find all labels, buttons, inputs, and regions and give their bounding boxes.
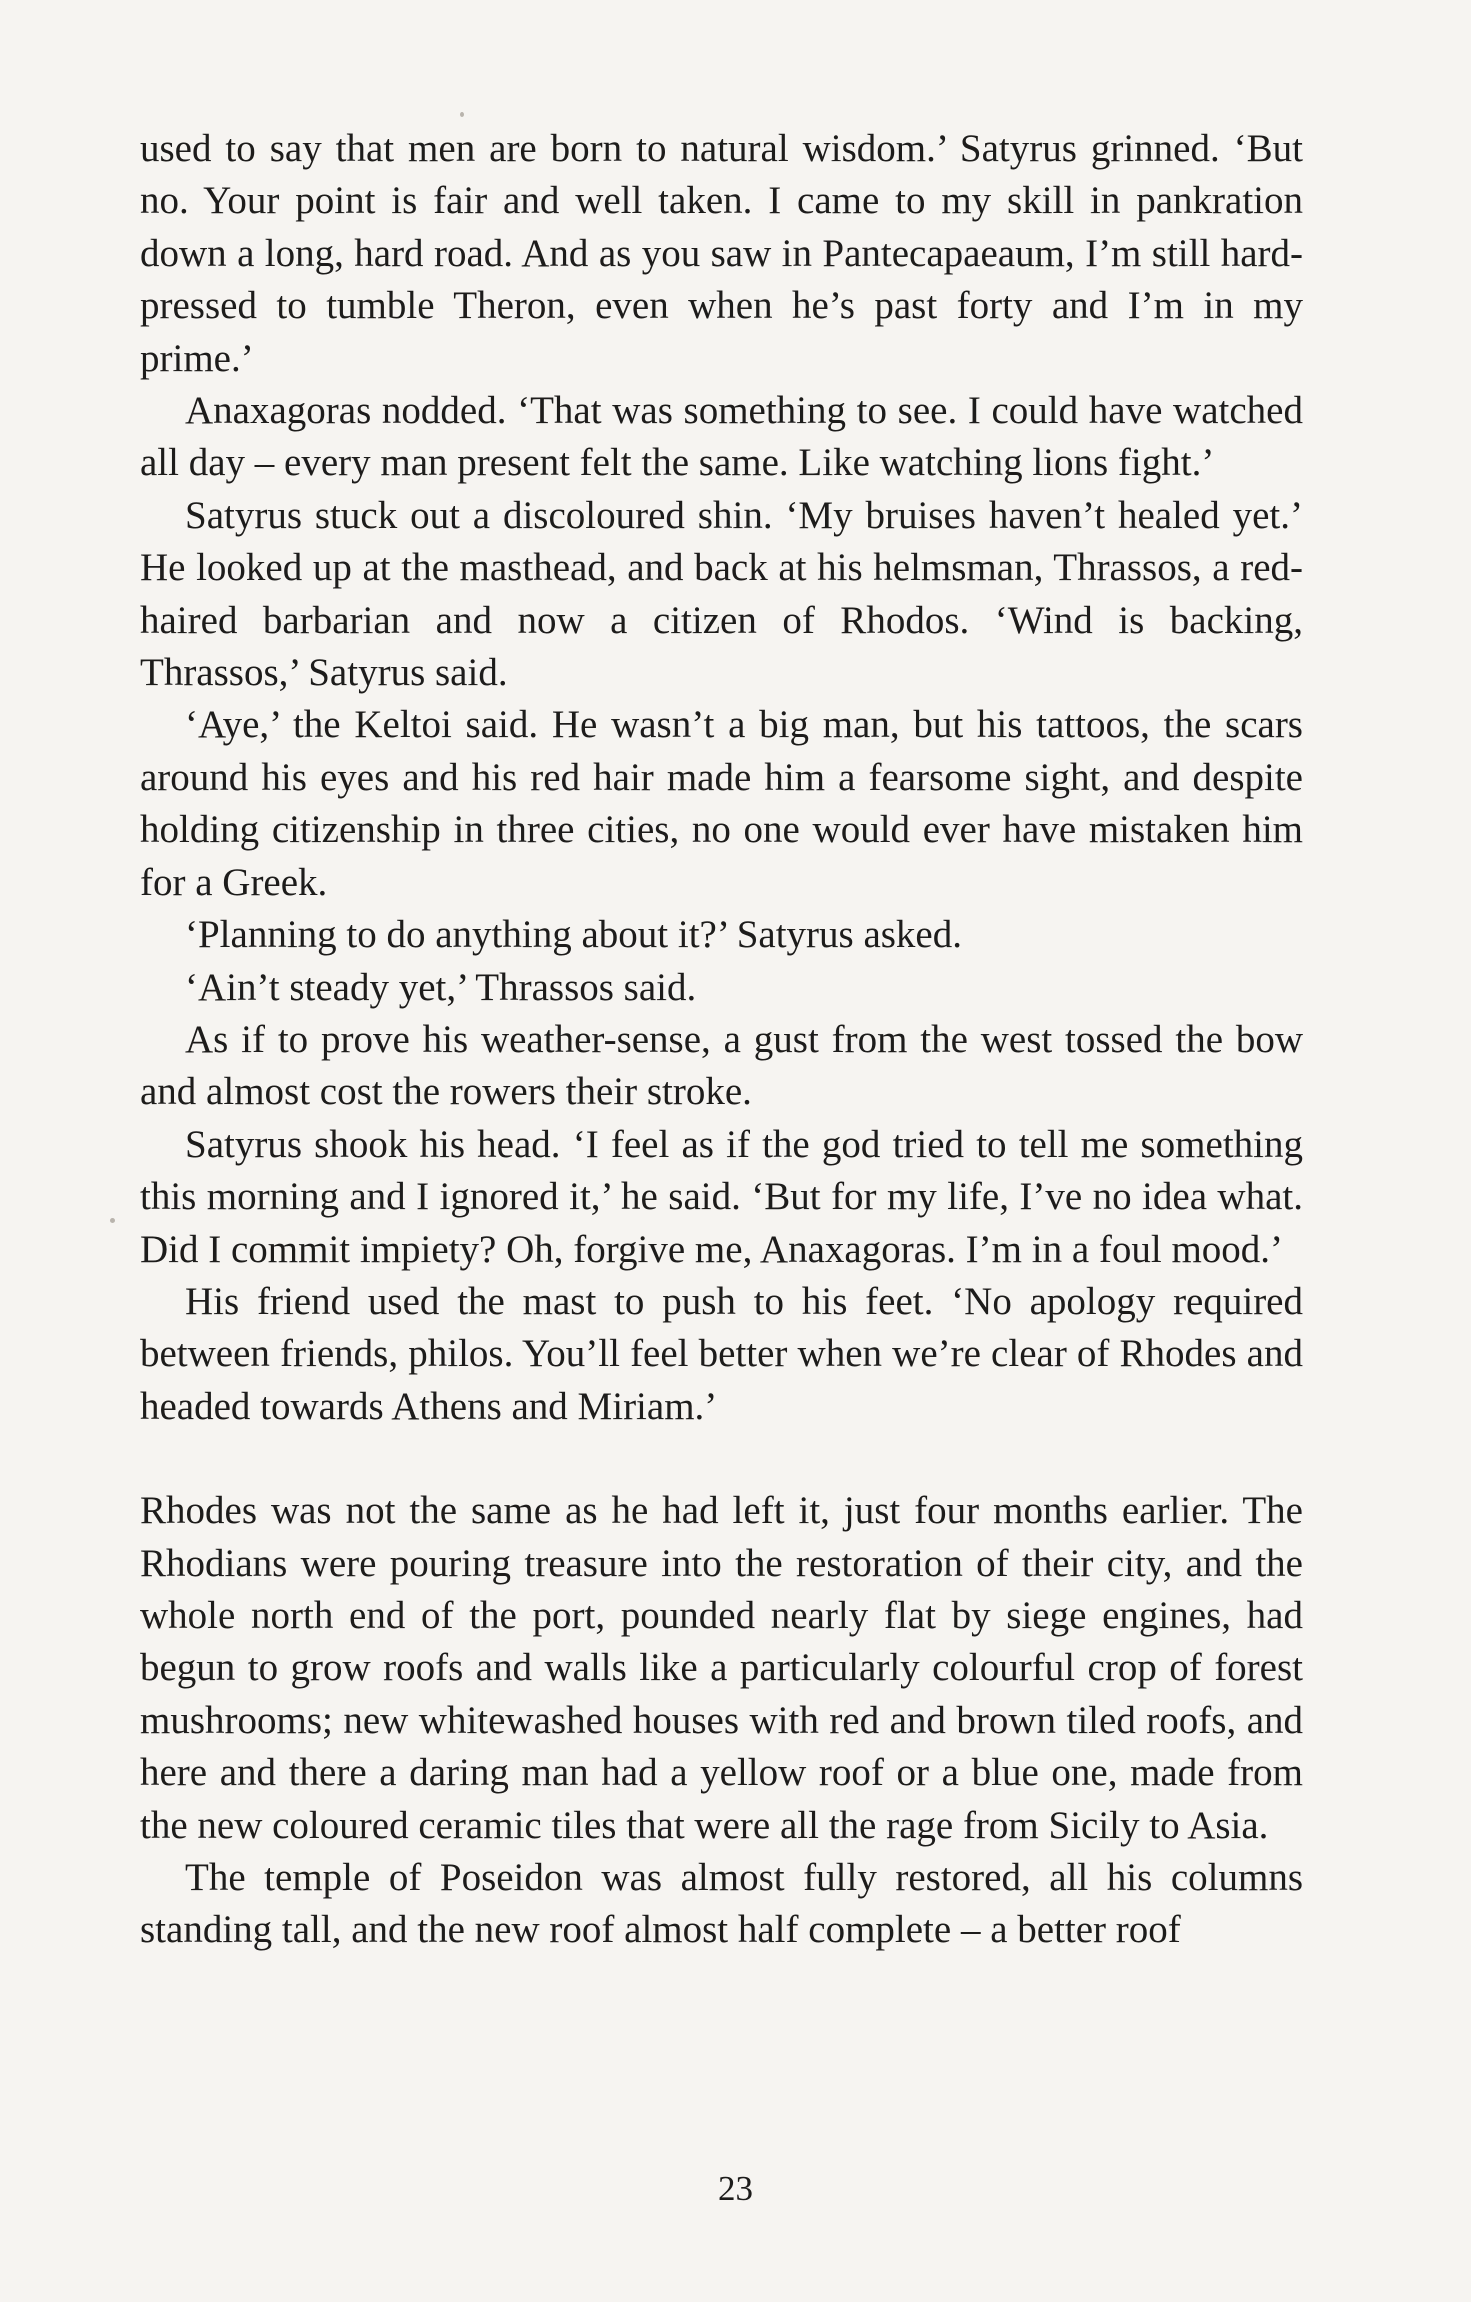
- paragraph: Rhodes was not the same as he had left it, just four months earlier. The Rhodians were pouring treasure into the restoration of their city, and the whole north end of the port, pounded nearly flat by siege engines, had begun to grow roofs and walls like a particularly colourful crop of forest mushrooms; new whitewashed houses with red and brown tiled roofs, and here and there a daring man had a yellow roof or a blue one, made from the new coloured ceramic tiles that were all the rage from Sicily to Asia.: [140, 1489, 1303, 1847]
- paragraph: ‘Planning to do anything about it?’ Satyrus asked.: [185, 913, 962, 957]
- paper-speck: [460, 112, 464, 117]
- body-text: [140, 123, 1303, 1957]
- section-break: [140, 1433, 1303, 1485]
- paragraph: Satyrus stuck out a discoloured shin. ‘My bruises haven’t healed yet.’ He looked up at the masthead, and back at his helmsman, Thrassos, a red-haired barbarian and now a citizen of Rhodos. ‘Wind is backing, Thrassos,’ Satyrus said.: [140, 493, 1303, 695]
- paragraph: The temple of Poseidon was almost fully restored, all his columns standing tall, and the new roof almost half complete – a better roof: [140, 1856, 1303, 1952]
- paper-speck: [110, 1218, 115, 1223]
- page-number: 23: [718, 2169, 753, 2208]
- paragraph: used to say that men are born to natural wisdom.’ Satyrus grinned. ‘But no. Your point is fair and well taken. I came to my skill in pankration down a long, hard road. And as you saw in Pantecapaeaum, I’m still hard-pressed to tumble Theron, even when he’s past forty and I’m in my prime.’: [140, 127, 1303, 380]
- paragraph: His friend used the mast to push to his feet. ‘No apology required between friends, philos. You’ll feel better when we’re clear of Rhodes and headed towards Athens and Miriam.’: [140, 1279, 1303, 1428]
- paragraph: ‘Aye,’ the Keltoi said. He wasn’t a big man, but his tattoos, the scars around his eyes and his red hair made him a fearsome sight, and despite holding citizenship in three cities, no one would ever have mistaken him for a Greek.: [140, 703, 1303, 904]
- paragraph: ‘Ain’t steady yet,’ Thrassos said.: [185, 965, 697, 1009]
- paragraph: Anaxagoras nodded. ‘That was something to see. I could have watched all day – every man present felt the same. Like watching lions fight.’: [140, 389, 1303, 485]
- paragraph: As if to prove his weather-sense, a gust from the west tossed the bow and almost cost the rowers their stroke.: [140, 1017, 1303, 1114]
- paragraph: Satyrus shook his head. ‘I feel as if the god tried to tell me something this morning and I ignored it,’ he said. ‘But for my life, I’ve no idea what. Did I commit impiety? Oh, forgive me, Anaxagoras. I’m in a foul mood.’: [140, 1122, 1303, 1271]
